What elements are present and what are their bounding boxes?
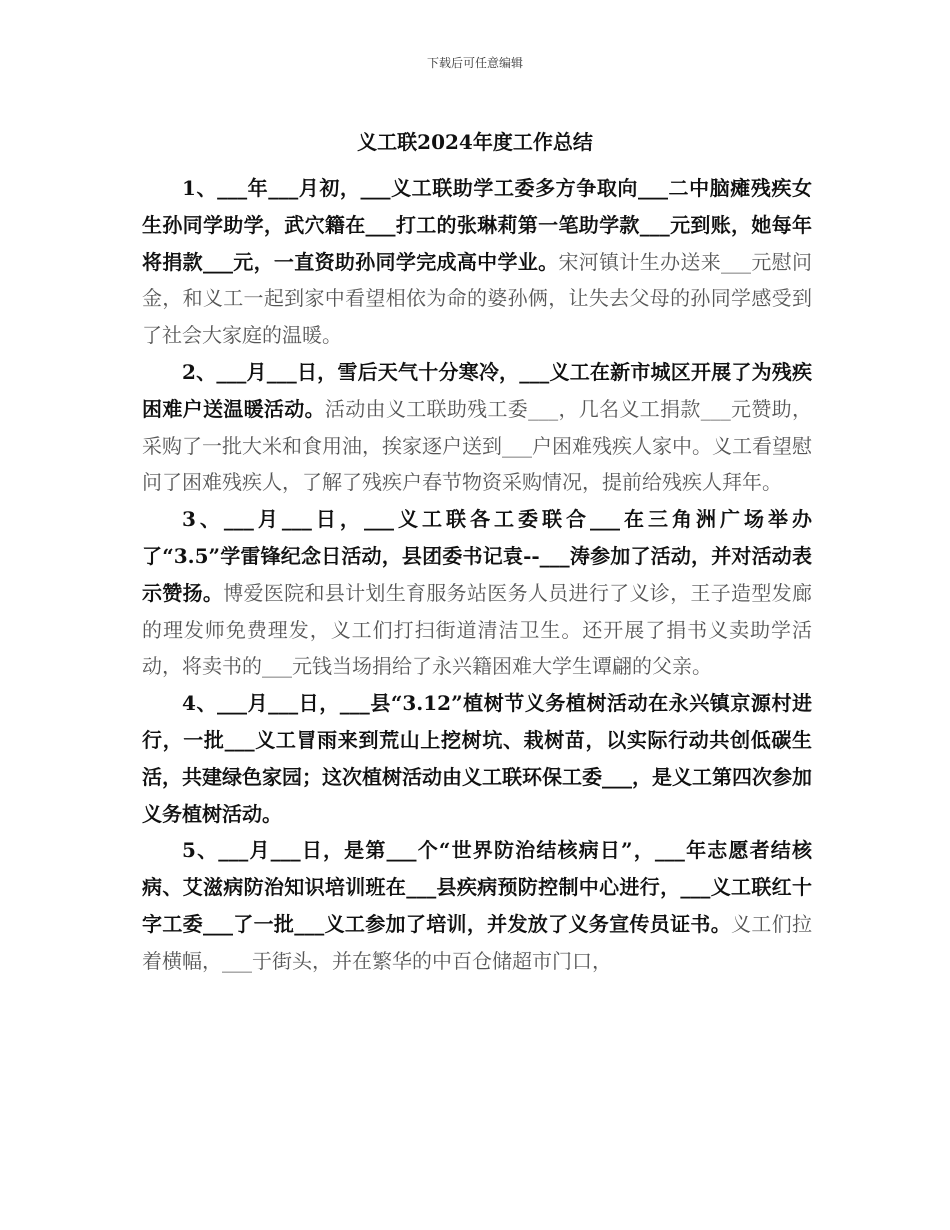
paragraph-lead: 4、___月___日，___县“3.12”植树节义务植树活动在永兴镇京源村进行，一批___义工冒雨来到荒山上挖树坑、栽树苗，以实际行动共创低碳生活，共建绿色家园；这次植树活动由义工联环保工委___，是义工第四次参加义务植树活动。 <box>142 691 812 826</box>
document-title: 义工联2024年度工作总结 <box>357 130 593 154</box>
paragraph-lead: 3、___月___日，___义工联各工委联合___在三角洲广场举办了“3.5”学雷锋纪念日活动，县团委书记袁--___涛参加了活动，并对活动表示赞扬。 <box>142 507 812 605</box>
paragraph-text: 博爱医院和县计划生育服务站医务人员进行了义诊，王子造型发廊的理发师免费理发，义工们打扫街道清洁卫生。还开展了捐书义卖助学活动，将卖书的___元钱当场捐给了永兴籍困难大学生谭翩的父亲。 <box>142 580 812 679</box>
page-header: 下载后可任意编辑 <box>426 56 523 70</box>
document-body <box>142 170 812 980</box>
paragraph-lead: 5、___月___日，是第___个“世界防治结核病日”，___年志愿者结核病、艾滋病防治知识培训班在___县疾病预防控制中心进行，___义工联红十字工委___了一批___义工参加了培训，并发放了义务宣传员证书。 <box>142 838 812 936</box>
paragraph-lead: 2、___月___日，雪后天气十分寒冷，___义工在新市城区开展了为残疾困难户送温暖活动。 <box>142 359 812 421</box>
paragraph-text: 宋河镇计生办送来___元慰问金，和义工一起到家中看望相依为命的婆孙俩，让失去父母的孙同学感受到了社会大家庭的温暖。 <box>142 249 813 348</box>
paragraph-lead: 1、___年___月初，___义工联助学工委多方争取向___二中脑瘫残疾女生孙同学助学，武穴籍在___打工的张琳莉第一笔助学款___元到账，她每年将捐款___元，一直资助孙同学完成高中学业。 <box>142 176 812 274</box>
paragraph-text: 义工们拉着横幅，___于街头，并在繁华的中百仓储超市门口， <box>142 911 813 973</box>
paragraph-5 <box>142 832 812 979</box>
paragraph-2 <box>142 354 812 501</box>
paragraph-4 <box>142 685 812 832</box>
paragraph-text: 活动由义工联助残工委___，几名义工捐款___元赞助，采购了一批大米和食用油，挨家逐户送到___户困难残疾人家中。义工看望慰问了困难残疾人，了解了残疾户春节物资采购情况，提前给残疾人拜年。 <box>142 396 813 495</box>
paragraph-1 <box>142 170 812 354</box>
paragraph-3 <box>142 501 812 685</box>
